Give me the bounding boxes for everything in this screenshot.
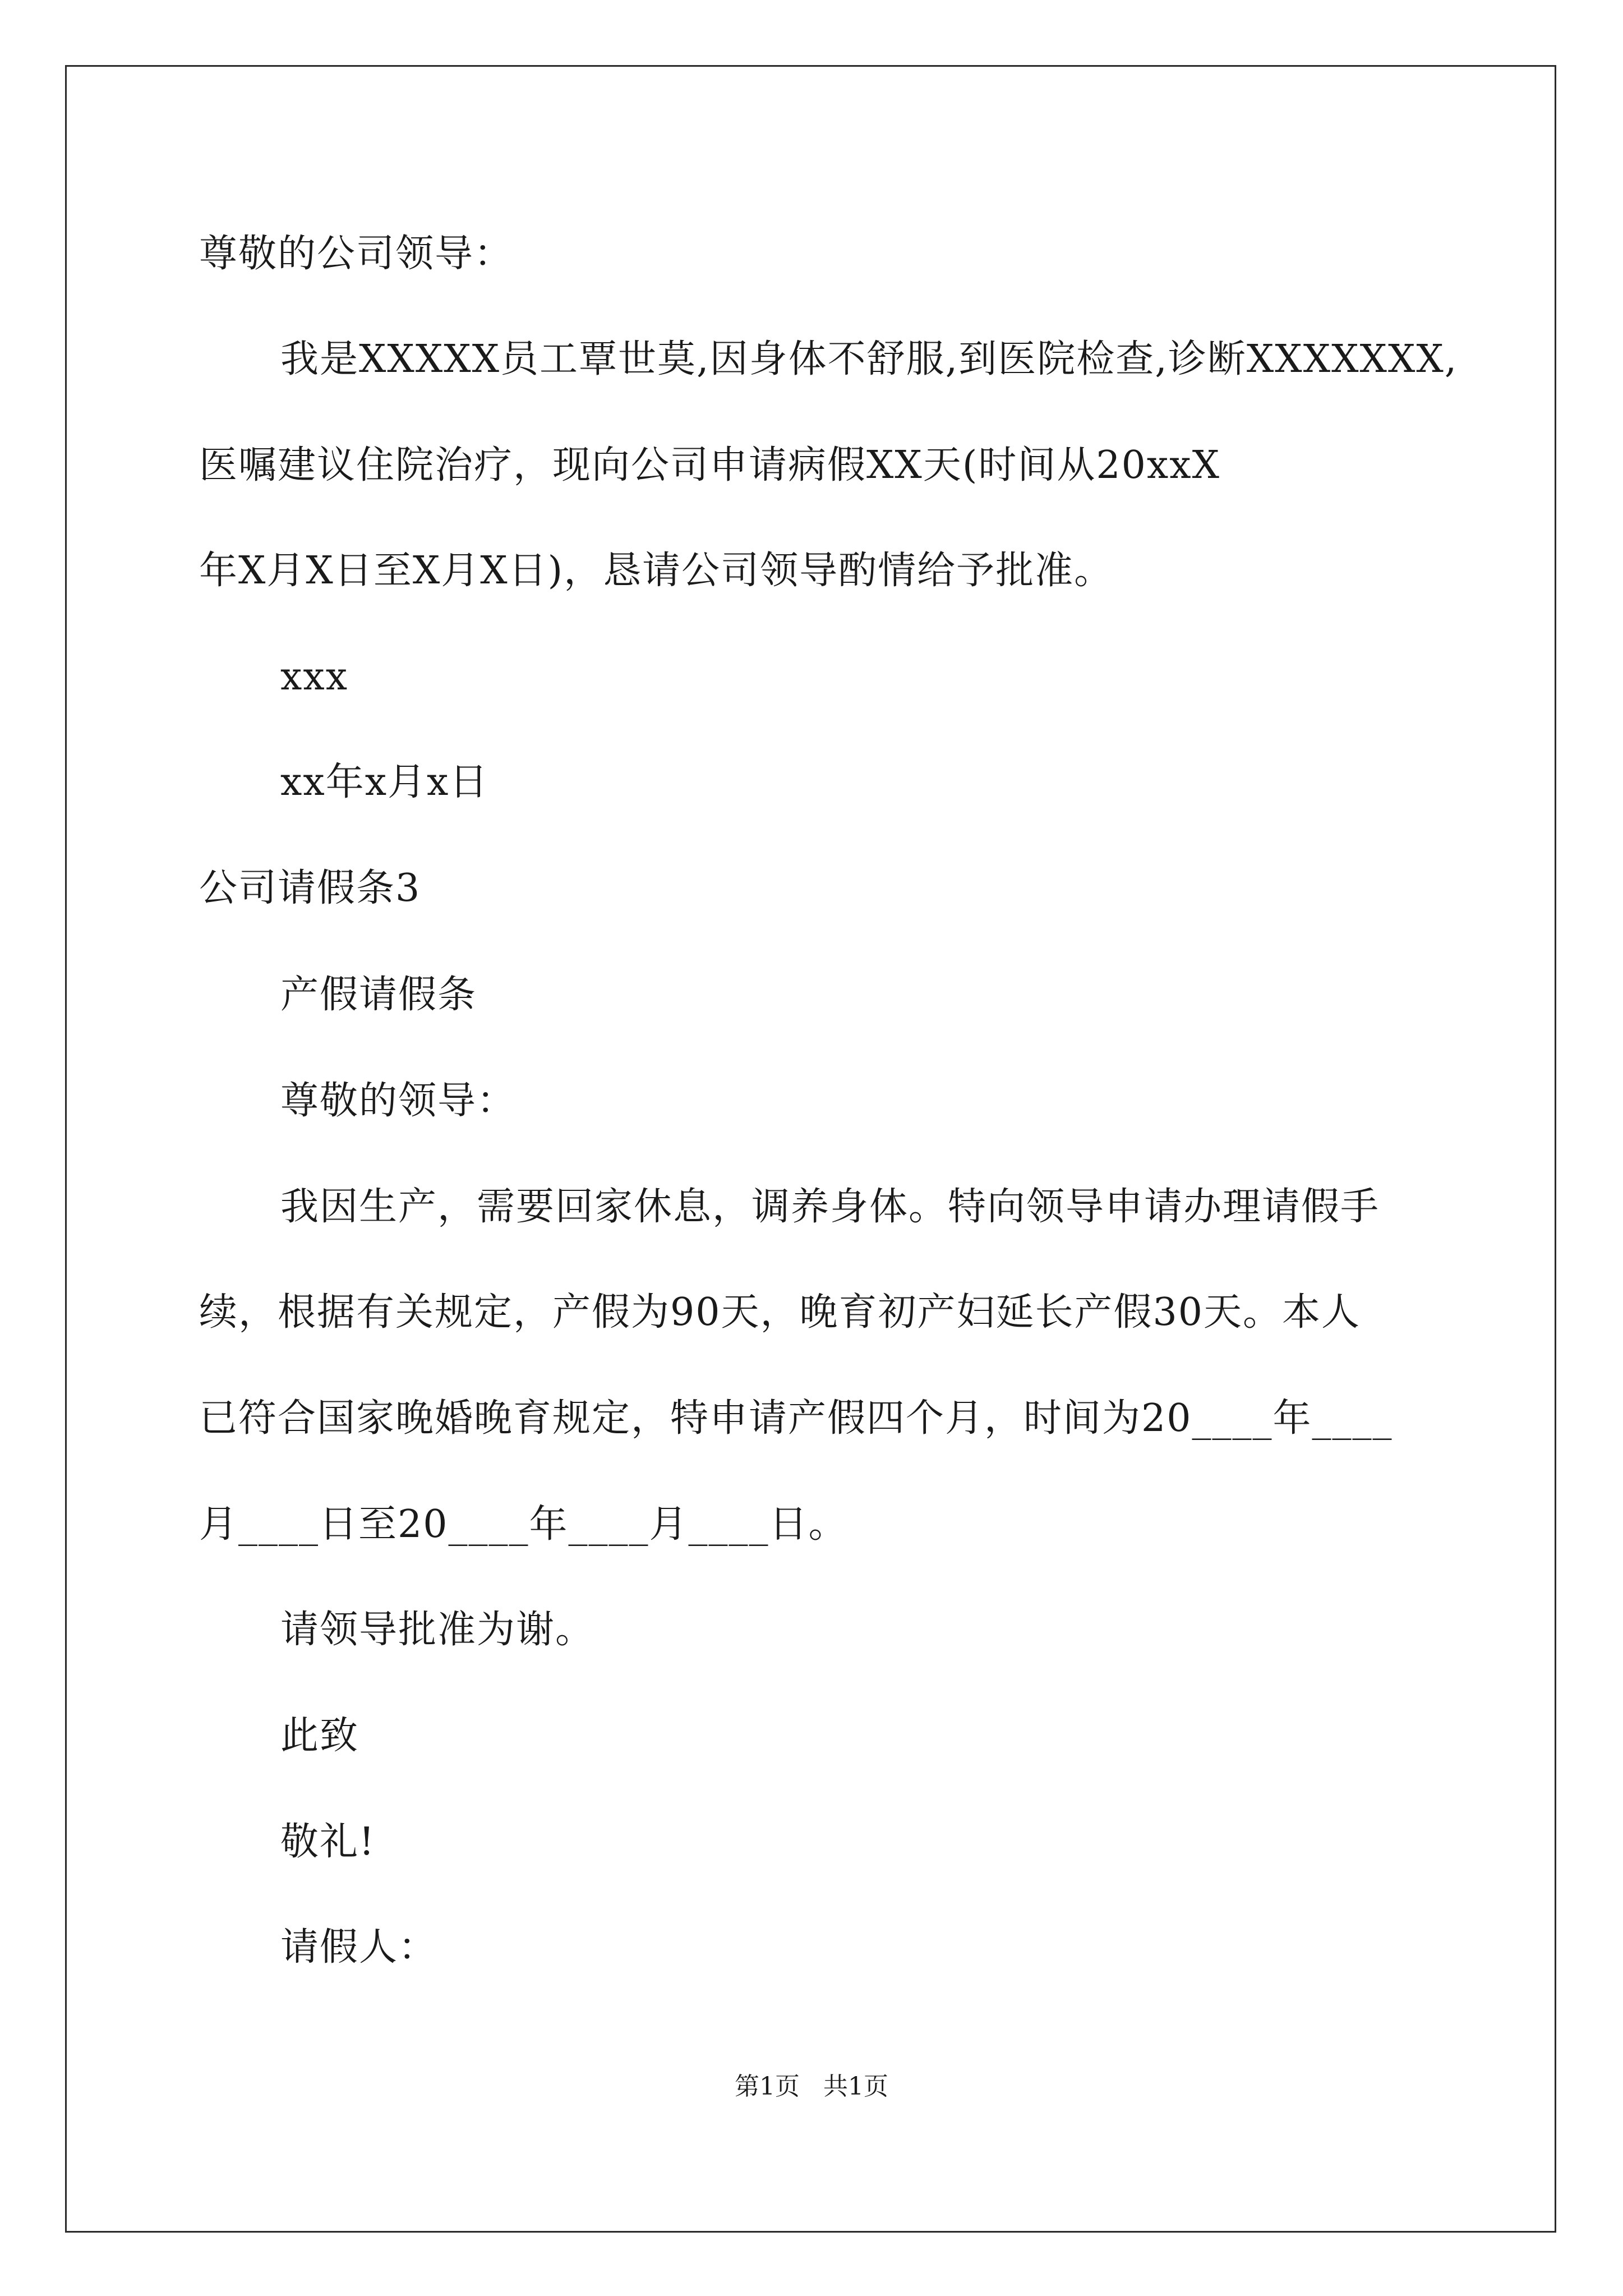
letter-title: 产假请假条: [280, 973, 477, 1017]
date-line: xx年x月x日: [280, 760, 489, 804]
body-line: 已符合国家晚婚晚育规定，特申请产假四个月，时间为20____年____: [199, 1396, 1393, 1441]
signature-line: xxx: [280, 655, 349, 699]
page-indicator: 第1页 共1页: [735, 2072, 888, 2101]
body-line: 月____日至20____年____月____日。: [199, 1502, 848, 1547]
body-line: 我是XXXXX员工覃世莫,因身体不舒服,到医院检查,诊断XXXXXXX,: [280, 337, 1458, 381]
closing-line: 敬礼!: [280, 1820, 376, 1864]
body-line: 年X月X日至X月X日)，恳请公司领导酌情给予批准。: [199, 549, 1114, 593]
closing-line: 请领导批准为谢。: [280, 1608, 595, 1652]
body-line: 续，根据有关规定，产假为90天，晚育初产妇延长产假30天。本人: [199, 1290, 1361, 1335]
body-line: 医嘱建议住院治疗，现向公司申请病假XX天(时间从20xxX: [199, 443, 1220, 487]
salutation-line: 尊敬的公司领导：: [199, 232, 514, 276]
salutation-line: 尊敬的领导：: [280, 1079, 517, 1123]
section-heading: 公司请假条3: [199, 866, 421, 910]
page-border: [65, 65, 1556, 2233]
applicant-line: 请假人：: [280, 1925, 438, 1970]
closing-line: 此致: [280, 1714, 359, 1758]
body-line: 我因生产，需要回家休息，调养身体。特向领导申请办理请假手: [280, 1185, 1380, 1229]
